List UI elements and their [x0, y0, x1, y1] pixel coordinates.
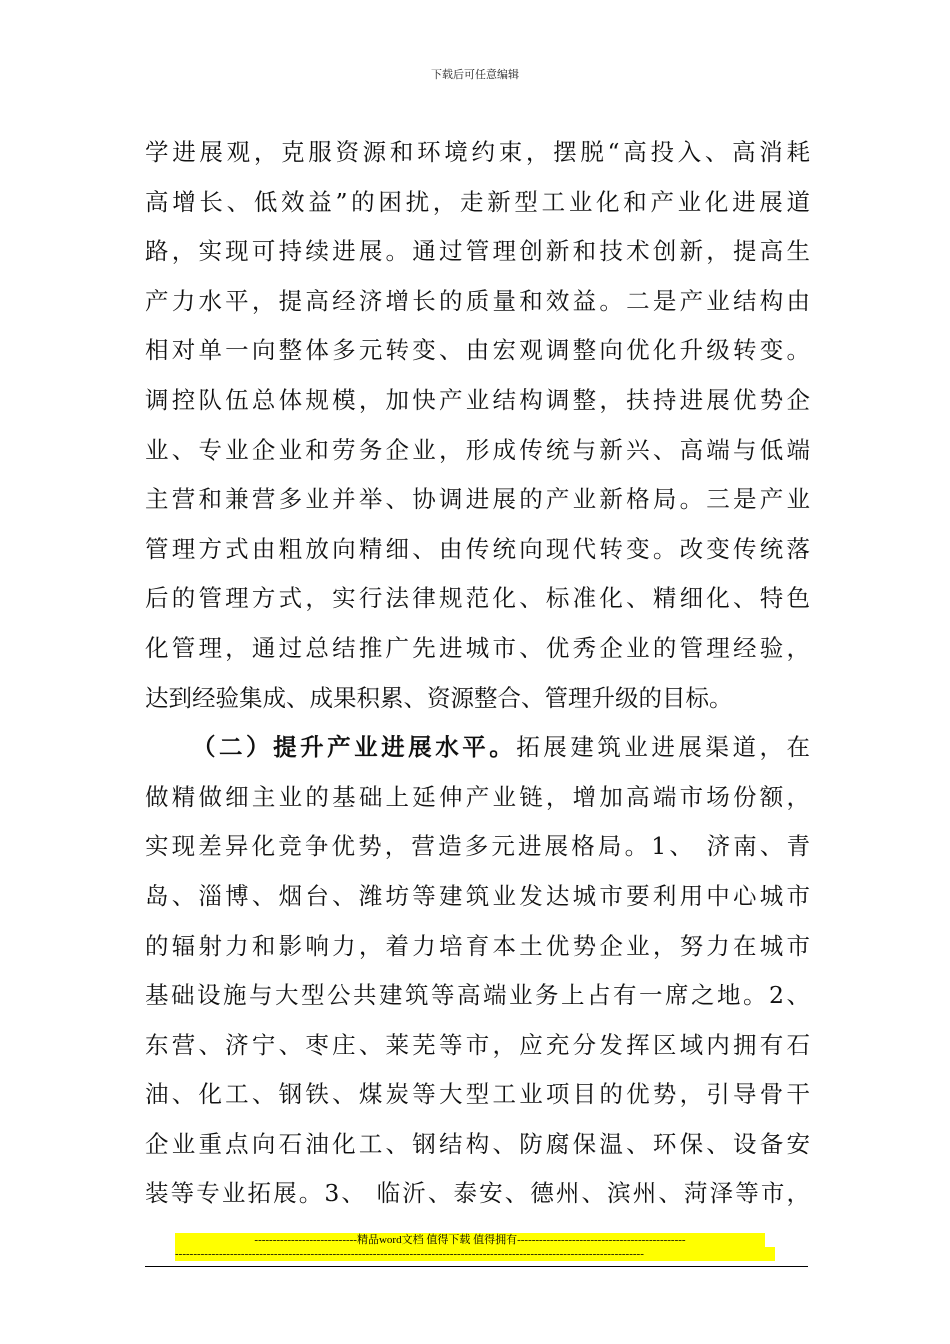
body-line: 相对单一向整体多元转变、由宏观调整向优化升级转变。 — [145, 336, 810, 365]
footer-banner-dashes: -------------------------------------------------------------------------------------------------------------------------------- — [175, 1247, 775, 1261]
body-line: 东营、济宁、枣庄、莱芜等市，应充分发挥区域内拥有石 — [145, 1030, 810, 1059]
body-line: 产力水平，提高经济增长的质量和效益。二是产业结构由 — [145, 286, 810, 315]
body-line: 达到经验集成、成果积累、资源整合、管理升级的目标。 — [145, 683, 733, 712]
body-line: 学进展观，克服资源和环境约束，摆脱“高投入、高消耗 — [145, 138, 810, 166]
document-body — [145, 128, 810, 1219]
body-line: 业、专业企业和劳务企业，形成传统与新兴、高端与低端 — [145, 435, 810, 464]
body-line: 装等专业拓展。3、 临沂、泰安、德州、滨州、菏泽等市， — [145, 1179, 810, 1208]
body-line: 主营和兼营多业并举、协调进展的产业新格局。三是产业 — [145, 485, 810, 514]
footer-divider — [145, 1266, 808, 1267]
body-line: 调控队伍总体规模，加快产业结构调整，扶持进展优势企 — [145, 385, 810, 414]
body-line: 后的管理方式，实行法律规范化、标准化、精细化、特色 — [145, 584, 810, 613]
body-line: 基础设施与大型公共建筑等高端业务上占有一席之地。2、 — [145, 981, 810, 1010]
body-line: 化管理，通过总结推广先进城市、优秀企业的管理经验， — [145, 633, 810, 662]
body-line: 路，实现可持续进展。通过管理创新和技术创新，提高生 — [145, 237, 810, 266]
section-heading-line — [145, 723, 810, 773]
body-line: 实现差异化竞争优势，营造多元进展格局。1、 济南、青 — [145, 832, 810, 861]
body-line: 管理方式由粗放向精细、由传统向现代转变。改变传统落 — [145, 534, 810, 563]
section-heading: （二）提升产业进展水平。 — [192, 733, 517, 762]
body-line: 企业重点向石油化工、钢结构、防腐保温、环保、设备安 — [145, 1129, 810, 1158]
body-line: 岛、淄博、烟台、潍坊等建筑业发达城市要利用中心城市 — [145, 881, 810, 910]
section-heading-rest: 拓展建筑业进展渠道，在 — [516, 733, 810, 762]
body-line: 的辐射力和影响力，着力培育本土优势企业，努力在城市 — [145, 931, 810, 960]
body-line: 油、化工、钢铁、煤炭等大型工业项目的优势，引导骨干 — [145, 1080, 810, 1109]
body-line: 做精做细主业的基础上延伸产业链，增加高端市场份额， — [145, 782, 810, 811]
page-header: 下载后可任意编辑 — [431, 68, 519, 81]
footer-banner: ----------------------------精品word文档 值得下载 值得拥有---------------------------------------------- — [175, 1233, 765, 1247]
body-line: 高增长、低效益”的困扰，走新型工业化和产业化进展道 — [145, 187, 810, 216]
